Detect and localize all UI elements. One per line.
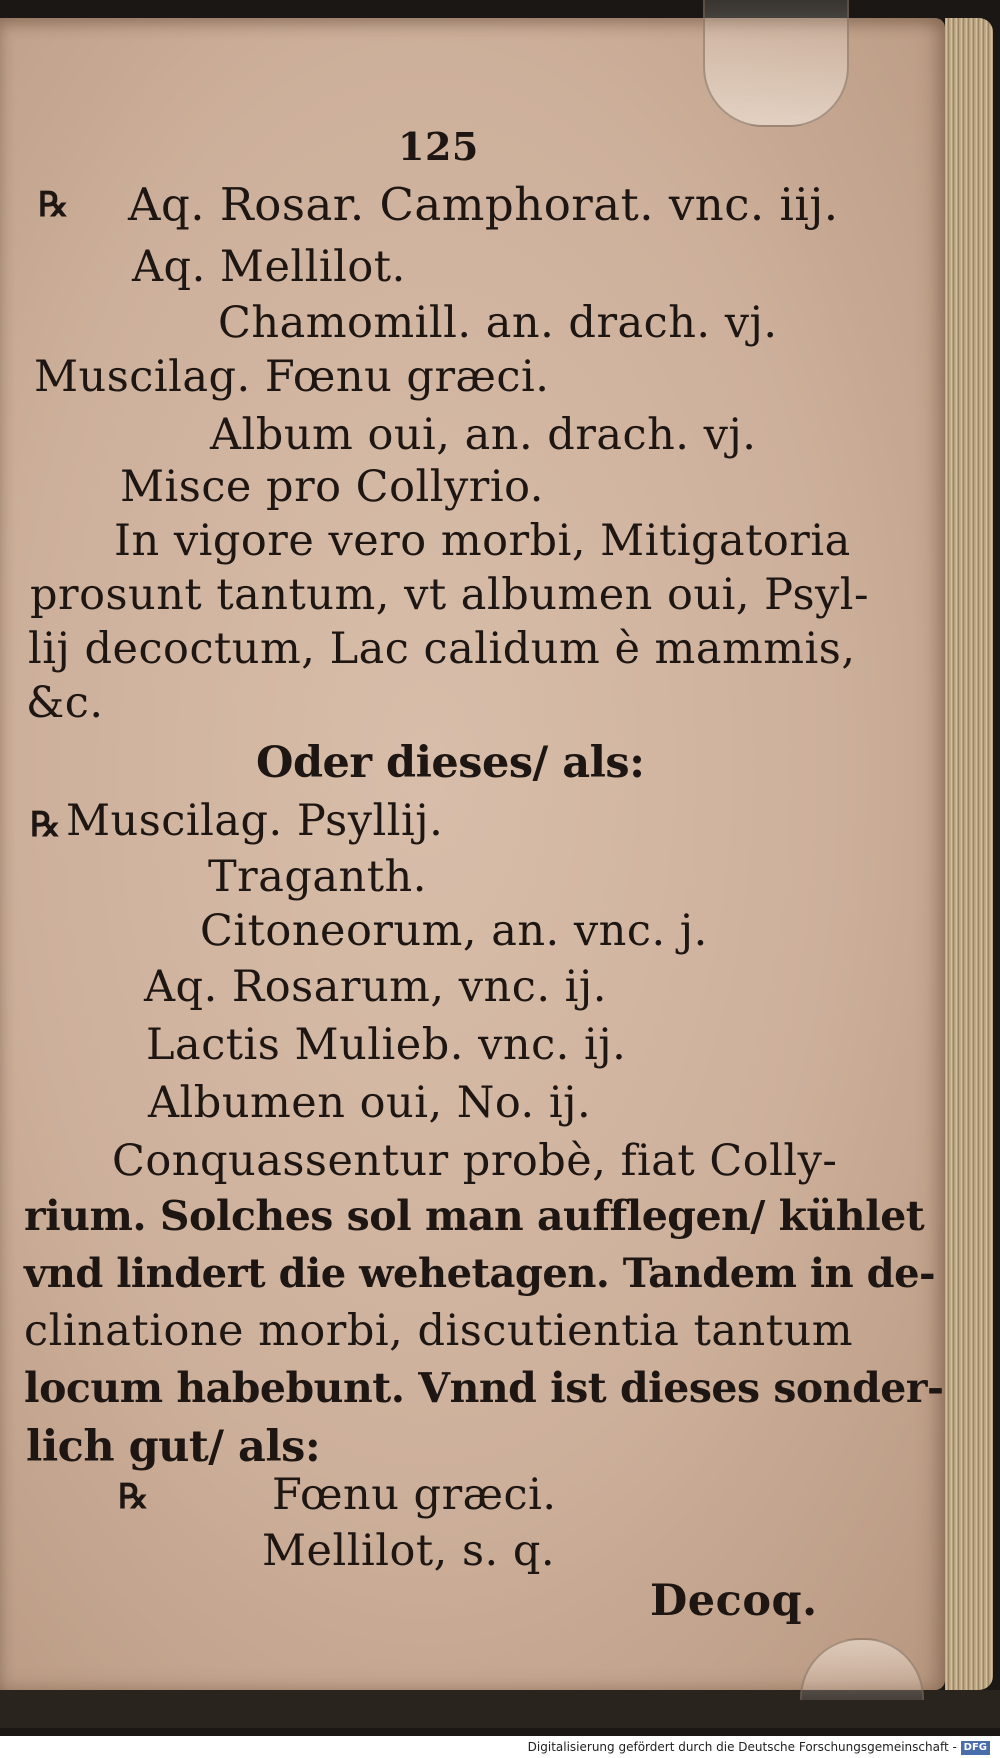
page-edges <box>945 18 993 1690</box>
rx-symbol: ℞ <box>30 805 61 845</box>
text-line-3: Chamomill. an. drach. vj. <box>218 298 778 348</box>
text-line-4: Muscilag. Fœnu græci. <box>34 352 550 402</box>
text-line-9: lij decoctum, Lac calidum è mammis, <box>28 624 856 674</box>
page-clip-top <box>703 0 849 127</box>
text-line-20: vnd lindert die wehetagen. Tandem in de- <box>24 1250 936 1297</box>
text-line-17: Albumen oui, No. ij. <box>148 1078 592 1128</box>
text-line-2: Aq. Mellilot. <box>132 242 406 292</box>
text-line-24: Fœnu græci. <box>272 1470 557 1520</box>
text-line-14: Citoneorum, an. vnc. j. <box>200 906 708 956</box>
text-line-22: locum habebunt. Vnnd ist dieses sonder- <box>24 1364 944 1412</box>
rx-symbol: ℞ <box>118 1477 149 1517</box>
dfg-logo: DFG <box>961 1741 990 1755</box>
text-line-5: Album oui, an. drach. vj. <box>210 410 757 460</box>
text-line-7: In vigore vero morbi, Mitigatoria <box>114 516 851 566</box>
page-number: 125 <box>398 124 479 169</box>
text-line-18: Conquassentur probè, fiat Colly- <box>112 1136 838 1186</box>
text-line-21: clinatione morbi, discutientia tantum <box>24 1306 853 1356</box>
text-line-23: lich gut/ als: <box>26 1422 321 1472</box>
rx-symbol: ℞ <box>38 185 69 225</box>
footer-credit <box>0 1736 1000 1758</box>
text-line-11: Oder dieses/ als: <box>256 738 645 788</box>
text-line-19: rium. Solches sol man aufflegen/ kühlet <box>24 1192 925 1240</box>
text-line-16: Lactis Mulieb. vnc. ij. <box>146 1020 627 1070</box>
text-line-25: Mellilot, s. q. <box>262 1526 556 1576</box>
text-line-10: &c. <box>26 678 104 728</box>
text-line-13: Traganth. <box>208 852 427 902</box>
text-line-12: Muscilag. Psyllij. <box>66 796 444 846</box>
text-line-8: prosunt tantum, vt albumen oui, Psyl- <box>30 570 870 620</box>
footer-text: Digitalisierung gefördert durch die Deutsche Forschungsgemeinschaft - <box>527 1740 957 1754</box>
catchword: Decoq. <box>650 1576 818 1626</box>
text-line-15: Aq. Rosarum, vnc. ij. <box>144 962 607 1012</box>
text-line-1: Aq. Rosar. Camphorat. vnc. iij. <box>128 178 839 231</box>
text-line-6: Misce pro Collyrio. <box>120 462 544 512</box>
